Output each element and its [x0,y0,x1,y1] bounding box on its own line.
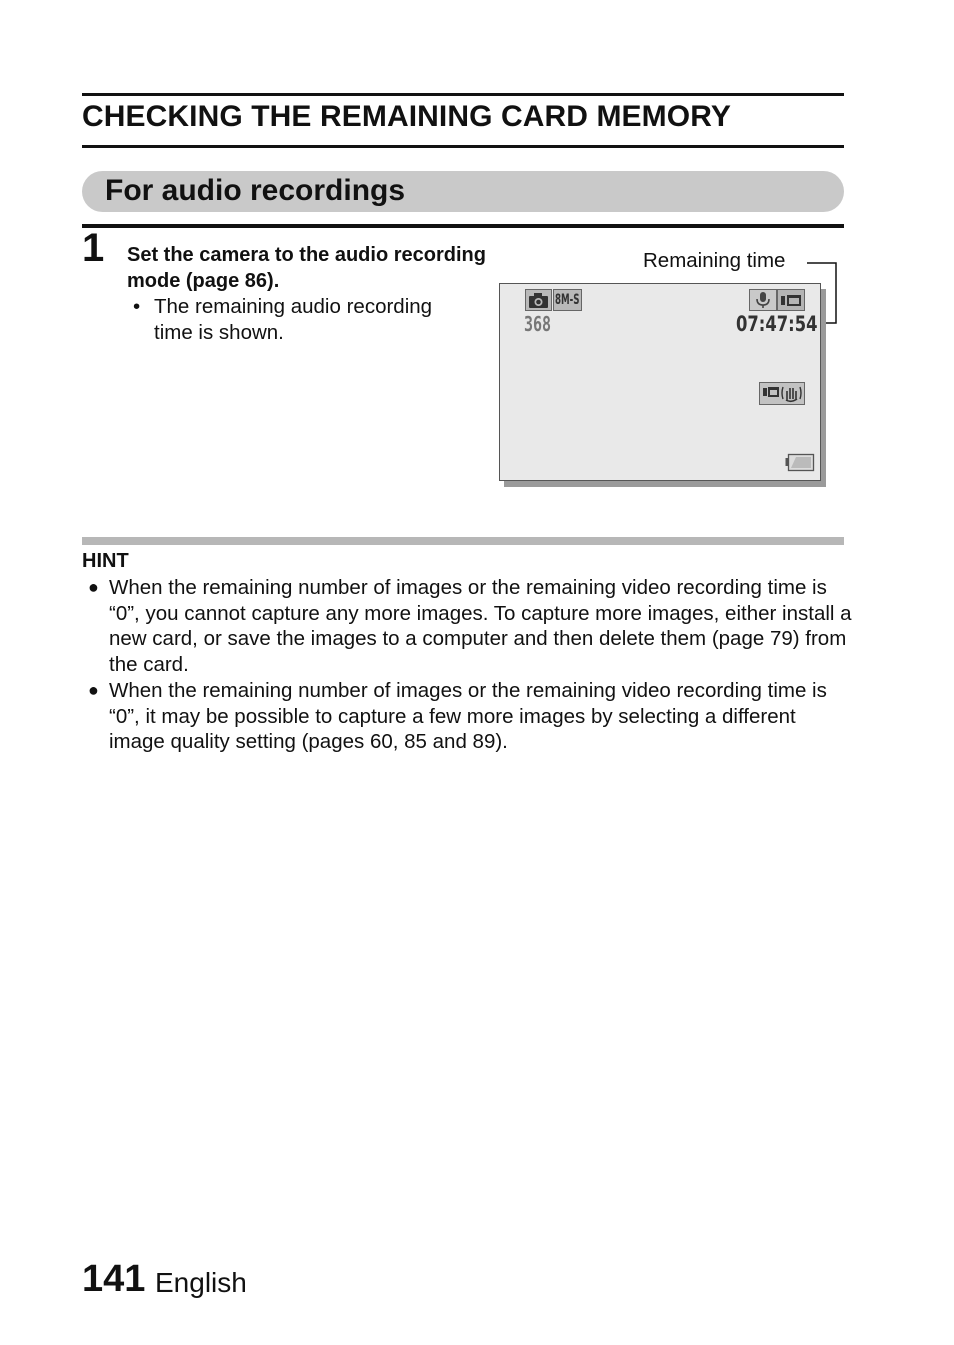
battery-icon [785,452,815,473]
page-language: English [155,1267,247,1298]
hint-item [82,575,852,678]
hint-bar [82,537,844,545]
hint-item-text: When the remaining number of images or the remaining video recording time is “0”, you cannot capture any more images. To capture more images, either install a new card, or save the images to a computer and then delete them (page 79) from the card. [109,576,852,677]
camera-icon [525,289,552,311]
step-instruction: Set the camera to the audio recording mode (page 86). [127,244,486,292]
remaining-recording-time: 07:47:54 [736,312,818,336]
image-quality-badge [553,289,582,311]
page-title: CHECKING THE REMAINING CARD MEMORY [82,100,731,133]
step-bullet-text: The remaining audio recording time is shown. [154,295,433,344]
hint-label: HINT [82,550,129,572]
step-number: 1 [82,226,105,270]
hint-item-text: When the remaining number of images or the remaining video recording time is “0”, it may be possible to capture a few more images by selecting a different image quality setting (pages 60, 85 and 89). [109,678,827,754]
microphone-icon [749,289,777,311]
remaining-images-count: 368 [524,312,552,336]
section-rule [82,224,844,228]
video-icon [777,289,805,311]
bullet-dot: ● [88,679,99,700]
hint-item [82,678,852,755]
remaining-time-callout: Remaining time [643,249,786,272]
heading-bottom-rule [82,145,844,148]
page-number: 141 [82,1258,146,1300]
heading-top-rule [82,93,844,96]
image-stabilizer-icon [759,382,805,405]
step-bullet [133,294,473,346]
bullet-dot: ● [88,577,99,597]
section-title: For audio recordings [105,174,406,207]
hint-list [82,575,852,755]
bullet-dot: • [133,295,141,318]
image-quality-text: 8M-S [555,292,580,308]
